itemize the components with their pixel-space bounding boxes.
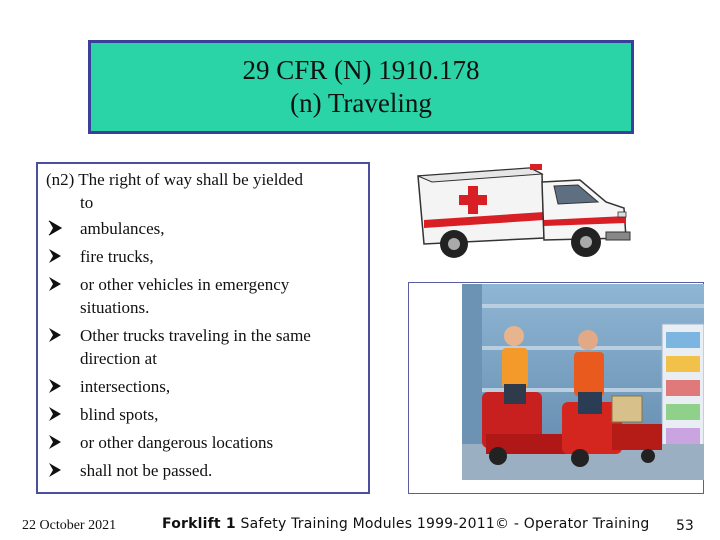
bullet-text: or other vehicles in emergency situations. [80,275,290,317]
ambulance-image [410,160,642,260]
arrow-bullet-icon [46,403,64,425]
slide-title-box [88,40,634,134]
footer-brand: Forklift 1 [162,516,236,532]
arrow-bullet-icon [46,245,64,267]
intro-text [46,168,360,214]
arrow-bullet-icon [46,459,64,481]
bullet-text: blind spots, [80,405,159,424]
intro-line1: (n2) The right of way shall be yielded [46,170,303,189]
bullet-text: Other trucks traveling in the same direction at [80,326,311,368]
arrow-bullet-icon [46,324,64,346]
list-item [46,324,360,370]
slide-title-line1: 29 CFR (N) 1910.178 [242,55,480,85]
bullet-text: or other dangerous locations [80,433,274,452]
arrow-bullet-icon [46,431,64,453]
list-item [46,459,360,482]
footer-text: Safety Training Modules 1999-2011© - Operator Training [240,516,650,532]
intro-line2: to [80,193,94,212]
bullet-list [46,217,360,482]
bullet-text: fire trucks, [80,247,154,266]
list-item [46,273,360,319]
list-item [46,431,360,454]
bullet-text: shall not be passed. [80,461,213,480]
arrow-bullet-icon [46,375,64,397]
list-item [46,403,360,426]
bullet-text-box [36,162,370,494]
list-item [46,375,360,398]
slide-title-line2: (n) Traveling [290,88,432,118]
arrow-bullet-icon [46,217,64,239]
list-item [46,245,360,268]
footer-date: 22 October 2021 [22,518,117,533]
warehouse-photo [462,284,704,480]
bullet-text: ambulances, [80,219,165,238]
footer-credit [162,516,649,532]
page-number: 53 [676,518,694,534]
arrow-bullet-icon [46,273,64,295]
list-item [46,217,360,240]
bullet-text: intersections, [80,377,171,396]
